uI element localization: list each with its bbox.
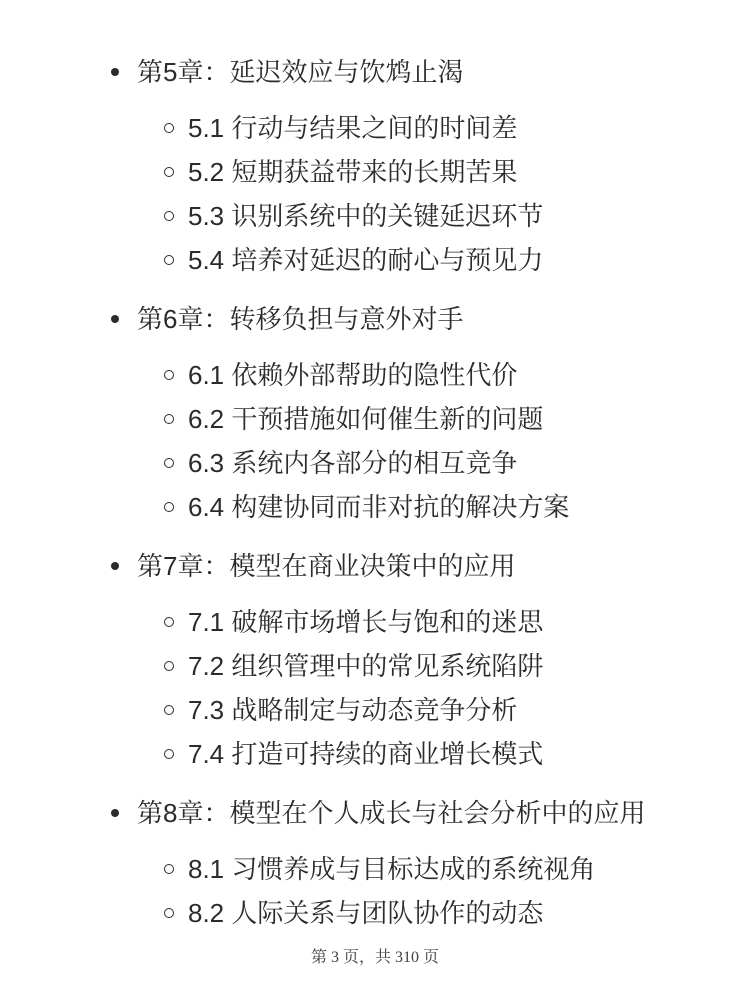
- toc-section: [188, 112, 710, 144]
- circle-bullet-icon: [164, 617, 174, 627]
- toc-section: [188, 853, 710, 885]
- toc-chapter: [0, 550, 750, 770]
- circle-bullet-icon: [164, 705, 174, 715]
- chapter-title: 第8章：模型在个人成长与社会分析中的应用: [137, 798, 646, 828]
- circle-bullet-icon: [164, 661, 174, 671]
- chapter-entry: [137, 303, 710, 335]
- circle-bullet-icon: [164, 255, 174, 265]
- section-title: 6.2 干预措施如何催生新的问题: [188, 404, 544, 434]
- section-title: 8.1 习惯养成与目标达成的系统视角: [188, 854, 596, 884]
- toc-chapter: [0, 303, 750, 523]
- circle-bullet-icon: [164, 414, 174, 424]
- circle-bullet-icon: [164, 370, 174, 380]
- circle-bullet-icon: [164, 749, 174, 759]
- section-title: 5.4 培养对延迟的耐心与预见力: [188, 245, 544, 275]
- disc-bullet-icon: [111, 809, 119, 817]
- section-list: [0, 359, 750, 523]
- section-title: 5.1 行动与结果之间的时间差: [188, 113, 518, 143]
- section-title: 7.2 组织管理中的常见系统陷阱: [188, 651, 544, 681]
- section-title: 6.3 系统内各部分的相互竞争: [188, 448, 518, 478]
- chapter-entry: [137, 797, 710, 829]
- toc-section: [188, 156, 710, 188]
- section-list: [0, 112, 750, 276]
- toc-chapter: [0, 56, 750, 276]
- toc-section: [188, 606, 710, 638]
- toc-section: [188, 738, 710, 770]
- chapter-title: 第6章：转移负担与意外对手: [137, 304, 464, 334]
- circle-bullet-icon: [164, 167, 174, 177]
- circle-bullet-icon: [164, 864, 174, 874]
- toc-chapter: [0, 797, 750, 929]
- circle-bullet-icon: [164, 458, 174, 468]
- section-title: 7.1 破解市场增长与饱和的迷思: [188, 607, 544, 637]
- toc-section: [188, 694, 710, 726]
- circle-bullet-icon: [164, 123, 174, 133]
- chapter-title: 第5章：延迟效应与饮鸩止渴: [137, 57, 464, 87]
- section-title: 6.1 依赖外部帮助的隐性代价: [188, 360, 518, 390]
- toc-content: [0, 56, 750, 929]
- disc-bullet-icon: [111, 562, 119, 570]
- toc-section: [188, 650, 710, 682]
- section-list: [0, 853, 750, 929]
- disc-bullet-icon: [111, 315, 119, 323]
- toc-section: [188, 897, 710, 929]
- chapter-list: [0, 56, 750, 929]
- page-number-footer: 第 3 页，共 310 页: [310, 949, 439, 966]
- section-title: 7.4 打造可持续的商业增长模式: [188, 739, 544, 769]
- chapter-entry: [137, 56, 710, 88]
- section-list: [0, 606, 750, 770]
- chapter-title: 第7章：模型在商业决策中的应用: [137, 551, 516, 581]
- section-title: 8.2 人际关系与团队协作的动态: [188, 898, 544, 928]
- circle-bullet-icon: [164, 502, 174, 512]
- circle-bullet-icon: [164, 908, 174, 918]
- toc-section: [188, 491, 710, 523]
- chapter-entry: [137, 550, 710, 582]
- toc-section: [188, 200, 710, 232]
- toc-section: [188, 244, 710, 276]
- toc-section: [188, 359, 710, 391]
- toc-section: [188, 447, 710, 479]
- section-title: 5.3 识别系统中的关键延迟环节: [188, 201, 544, 231]
- toc-section: [188, 403, 710, 435]
- section-title: 7.3 战略制定与动态竞争分析: [188, 695, 518, 725]
- section-title: 5.2 短期获益带来的长期苦果: [188, 157, 518, 187]
- circle-bullet-icon: [164, 211, 174, 221]
- disc-bullet-icon: [111, 68, 119, 76]
- section-title: 6.4 构建协同而非对抗的解决方案: [188, 492, 570, 522]
